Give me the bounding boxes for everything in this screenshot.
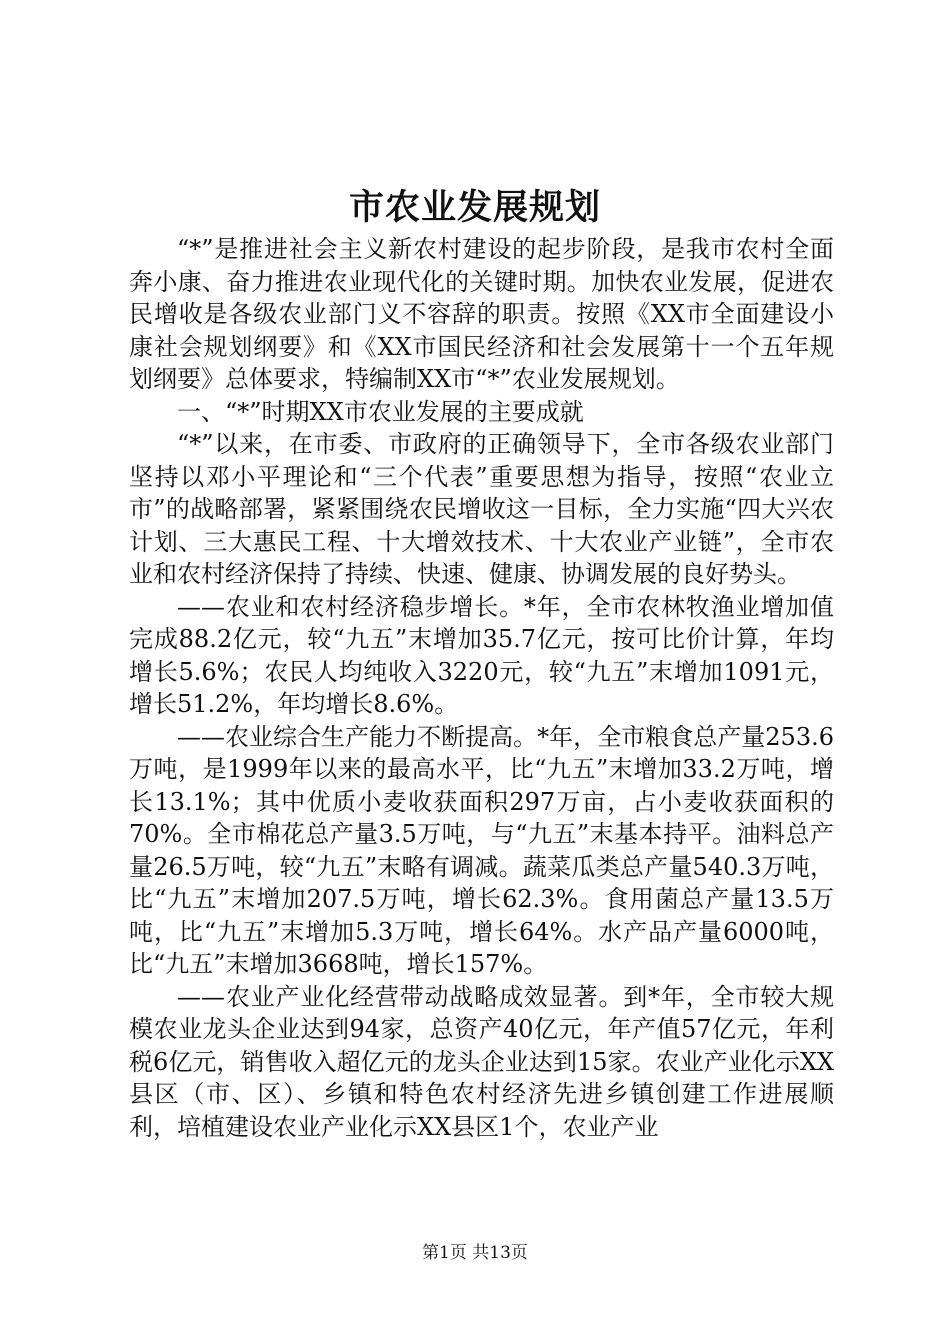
paragraph-overview: “*”以来，在市委、市政府的正确领导下，全市各级农业部门坚持以邓小平理论和“三个代表”重要思想为指导，按照“农业立市”的战略部署，紧紧围绕农民增收这一目标，全力实施“四大兴农计划、三大惠民工程、十大增效技术、十大农业产业链”，全市农业和农村经济保持了持续、快速、健康、协调发展的良好势头。	[129, 430, 834, 588]
section-heading: 一、“*”时期XX市农业发展的主要成就	[177, 397, 584, 426]
paragraph-economy-growth: ——农业和农村经济稳步增长。*年，全市农林牧渔业增加值完成88.2亿元，较“九五”末增加35.7亿元，按可比价计算，年均增长5.6%；农民人均纯收入3220元，较“九五”末增加1091元，增长51.2%，年均增长8.6%。	[129, 592, 834, 718]
document-body	[129, 233, 834, 1143]
document-title: 市农业发展规划	[348, 187, 601, 228]
page-footer: 第1页 共13页	[422, 1243, 528, 1263]
paragraph-production-capacity: ——农业综合生产能力不断提高。*年，全市粮食总产量253.6万吨，是1999年以来的最高水平，比“九五”末增加33.2万吨，增长13.1%；其中优质小麦收获面积297万亩，占小麦收获面积的70%。全市棉花总产量3.5万吨，与“九五”末基本持平。油料总产量26.5万吨，较“九五”末略有调减。蔬菜瓜类总产量540.3万吨，比“九五”末增加207.5万吨，增长62.3%。食用菌总产量13.5万吨，比“九五”末增加5.3万吨，增长64%。水产品产量6000吨，比“九五”末增加3668吨，增长157%。	[129, 722, 834, 978]
paragraph-intro: “*”是推进社会主义新农村建设的起步阶段，是我市农村全面奔小康、奋力推进农业现代化的关键时期。加快农业发展，促进农民增收是各级农业部门义不容辞的职责。按照《XX市全面建设小康社会规划纲要》和《XX市国民经济和社会发展第十一个五年规划纲要》总体要求，特编制XX市“*”农业发展规划。	[129, 235, 834, 393]
paragraph-industrialization: ——农业产业化经营带动战略成效显著。到*年，全市较大规模农业龙头企业达到94家，总资产40亿元，年产值57亿元，年利税6亿元，销售收入超亿元的龙头企业达到15家。农业产业化示XX县区（市、区）、乡镇和特色农村经济先进乡镇创建工作进展顺利，培植建设农业产业化示XX县区1个，农业产业	[129, 982, 834, 1141]
